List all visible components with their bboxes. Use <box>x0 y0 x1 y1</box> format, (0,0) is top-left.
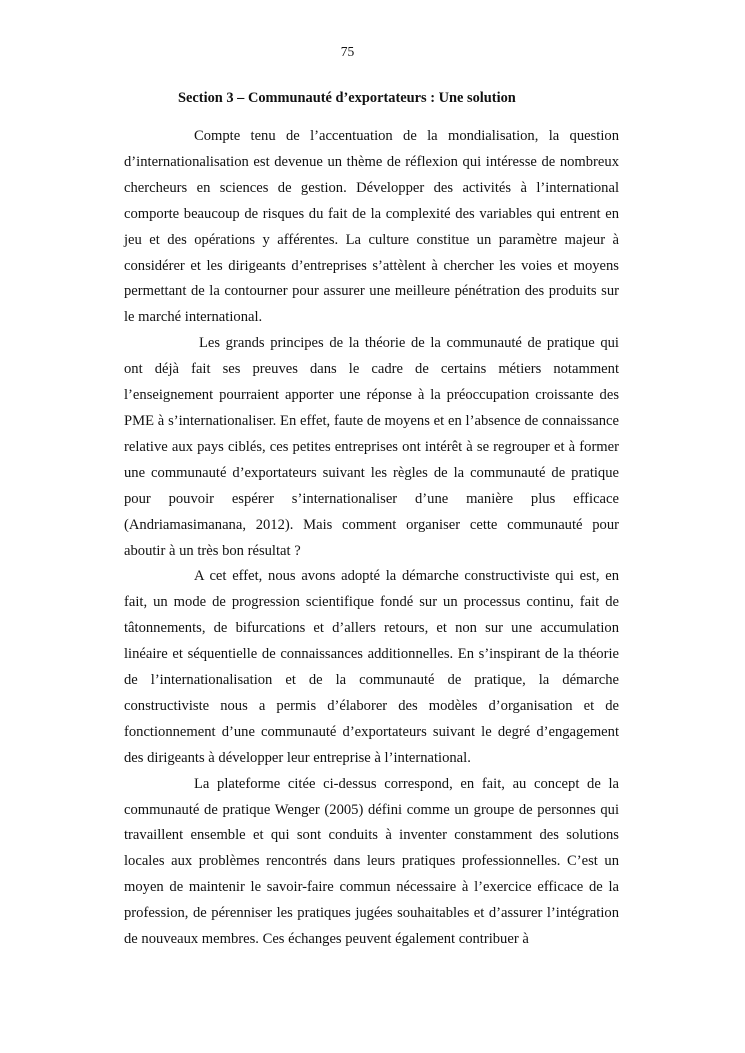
body-text <box>124 124 619 953</box>
paragraph: Les grands principes de la théorie de la communauté de pratique qui ont déjà fait ses preuves dans le cadre de certains métiers notamment l’enseignement pourraient apporter une réponse à la préoccupation croissante des PME à s’internationaliser. En effet, faute de moyens et en l’absence de connaissance relative aux pays ciblés, ces petites entreprises ont intérêt à se regrouper et à former une communauté d’exportateurs suivant les règles de la communauté de pratique pour pouvoir espérer s’internationaliser d’une manière plus efficace (Andriamasimanana, 2012). Mais comment organiser cette communauté pour aboutir à un très bon résultat ? <box>124 335 619 559</box>
paragraph: Compte tenu de l’accentuation de la mondialisation, la question d’internationalisation est devenue un thème de réflexion qui intéresse de nombreux chercheurs en sciences de gestion. Développer des activités à l’international comporte beaucoup de risques du fait de la complexité des variables qui entrent en jeu et des opérations y afférentes. La culture constitue un paramètre majeur à considérer et les dirigeants d’entreprises s’attèlent à chercher les voies et moyens permettant de la contourner pour assurer une meilleure pénétration des produits sur le marché international. <box>124 128 619 326</box>
page-number: 75 <box>340 44 355 59</box>
paragraph: La plateforme citée ci-dessus correspond, en fait, au concept de la communauté de pratique Wenger (2005) défini comme un groupe de personnes qui travaillent ensemble et qui sont conduits à inventer constamment des solutions locales aux problèmes rencontrés dans leurs pratiques professionnelles. C’est un moyen de maintenir le savoir-faire commun nécessaire à l’exercice efficace de la profession, de pérenniser les pratiques jugées souhaitables et d’assurer l’intégration de nouveaux membres. Ces échanges peuvent également contribuer à <box>124 775 619 948</box>
paragraph: A cet effet, nous avons adopté la démarche constructiviste qui est, en fait, un mode de progression scientifique fondé sur un processus continu, fait de tâtonnements, de bifurcations et d’allers retours, et non sur une accumulation linéaire et séquentielle de connaissances additionnelles. En s’inspirant de la théorie de l’internationalisation et de la communauté de pratique, la démarche constructiviste nous a permis d’élaborer des modèles d’organisation et de fonctionnement d’une communauté d’exportateurs suivant le degré d’engagement des dirigeants à développer leur entreprise à l’international. <box>124 568 619 766</box>
section-title: Section 3 – Communauté d’exportateurs : Une solution <box>178 90 516 106</box>
